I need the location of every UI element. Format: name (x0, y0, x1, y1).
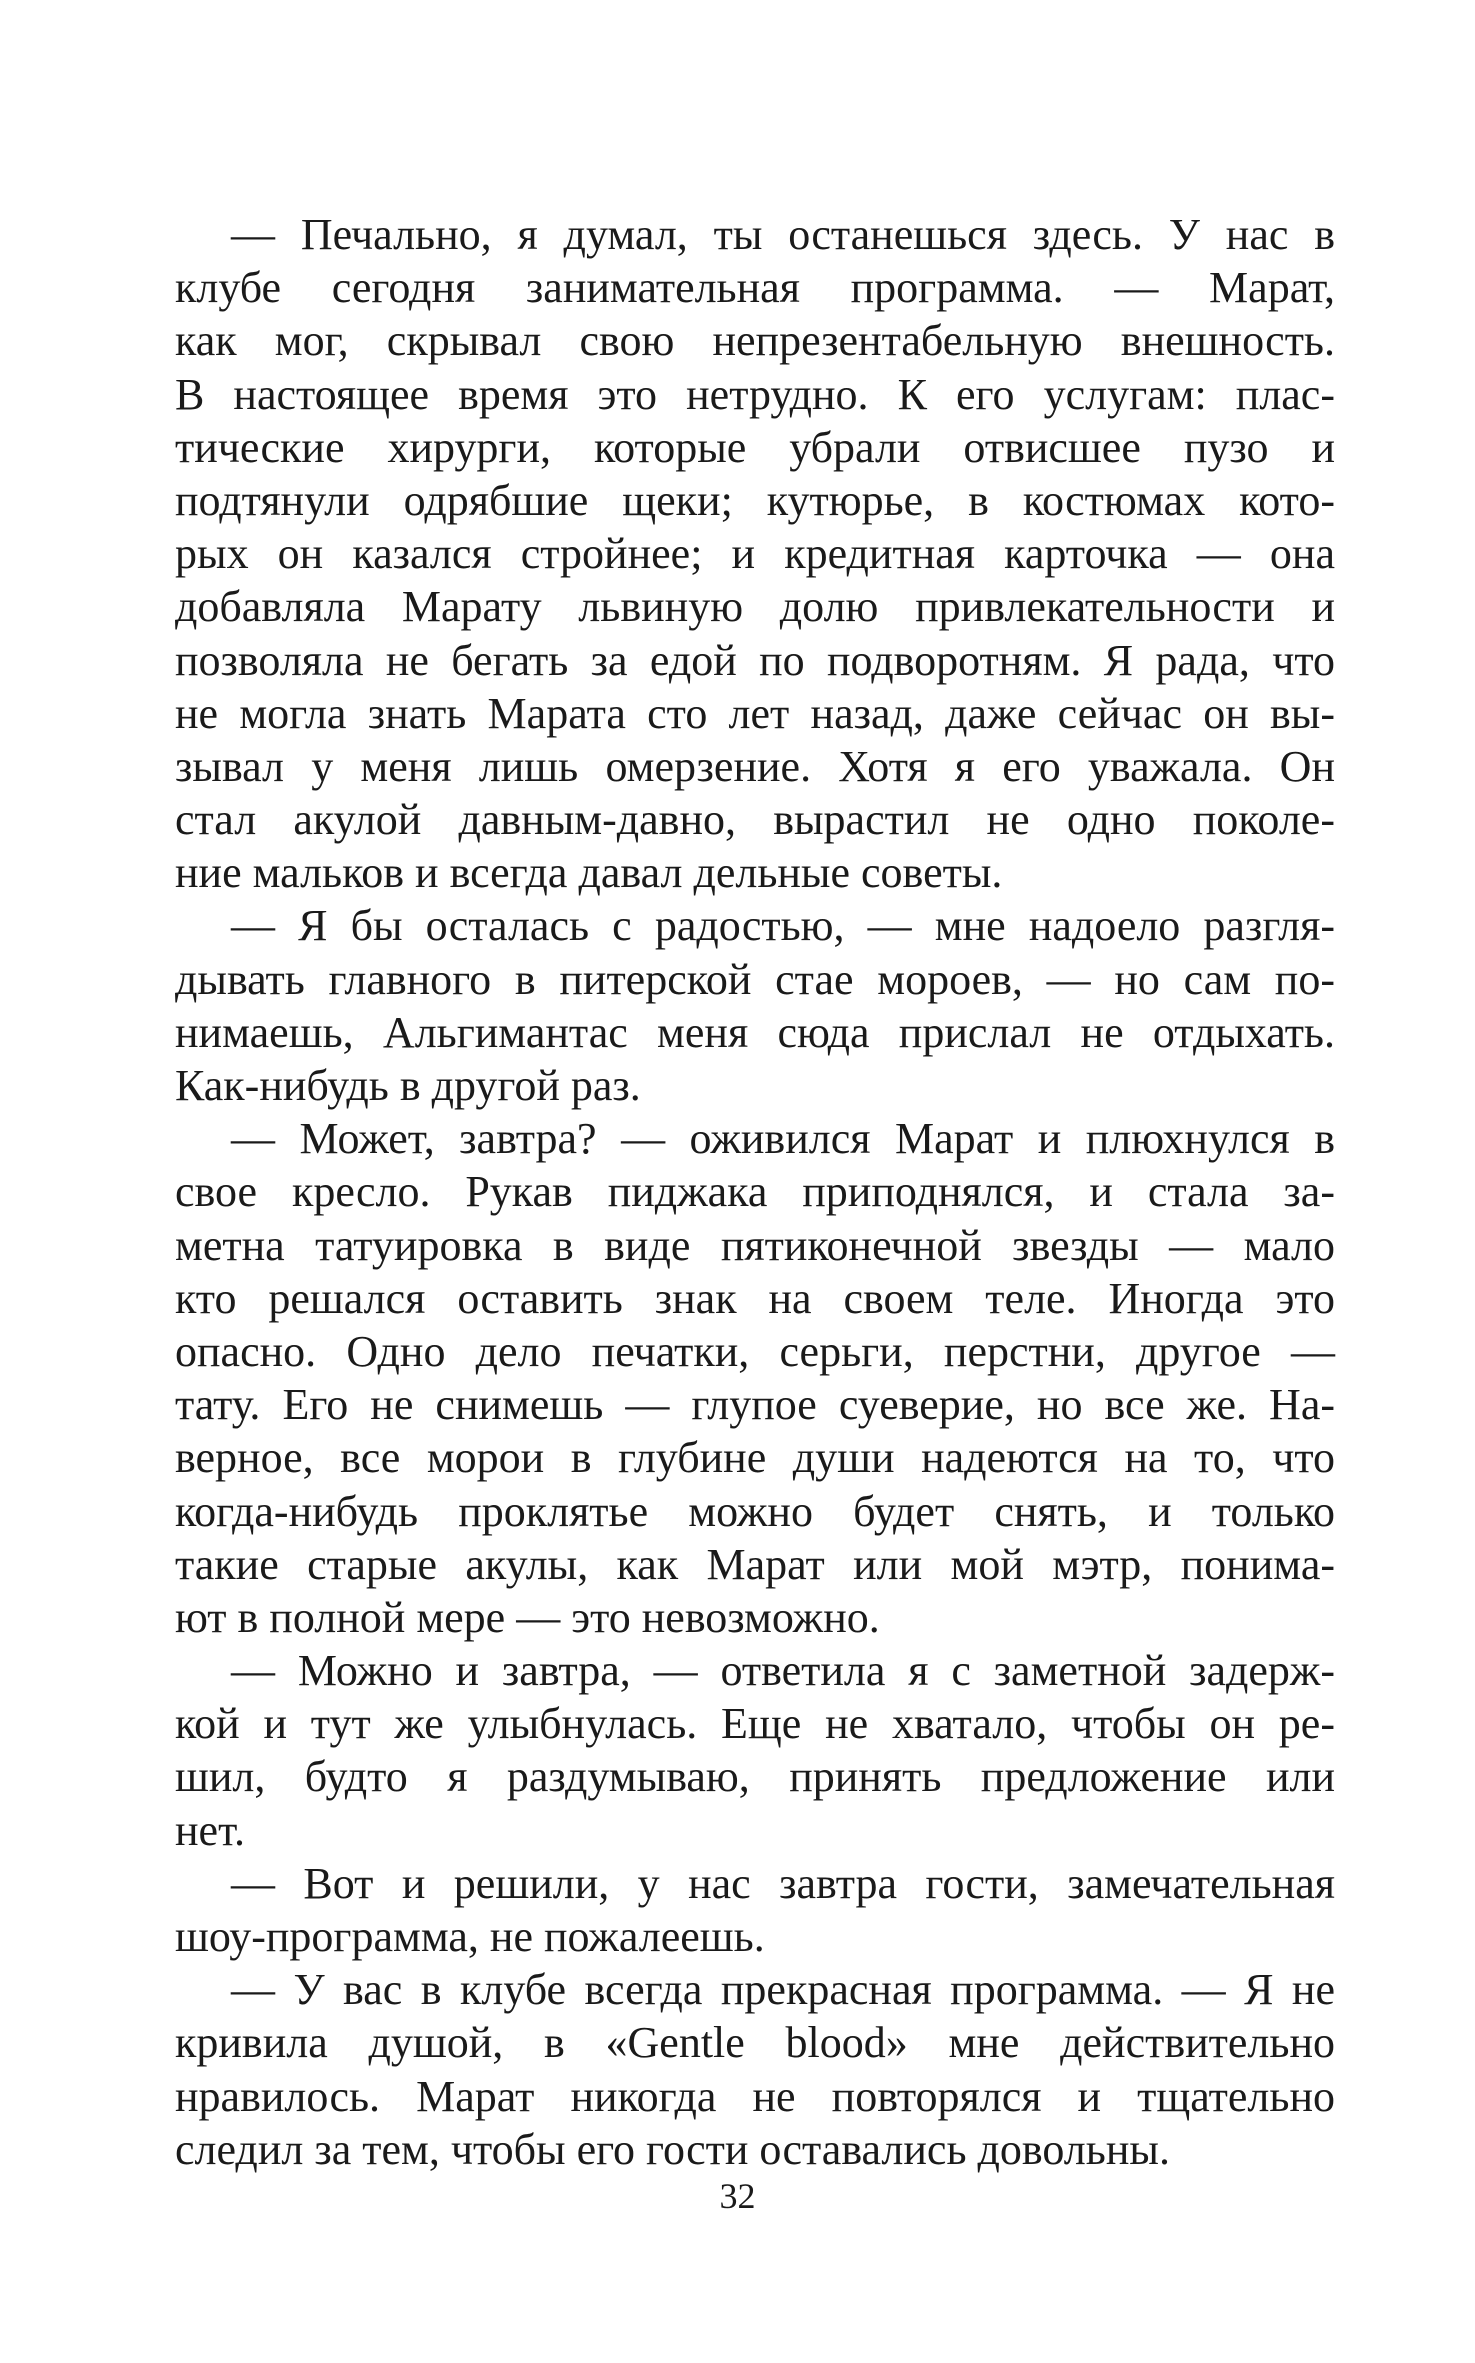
text-line: клубе сегодня занимательная программа. — Марат, (175, 263, 1335, 313)
text-line: стал акулой давным-давно, вырастил не одно поколе- (175, 795, 1335, 845)
text-line: нет. (175, 1805, 245, 1855)
text-line: кто решался оставить знак на своем теле. Иногда это (175, 1273, 1335, 1323)
text-line: — Можно и завтра, — ответила я с заметной задерж- (231, 1646, 1335, 1696)
text-line: кривила душой, в «Gentle blood» мне действительно (175, 2018, 1335, 2068)
text-line: ют в полной мере — это невозможно. (175, 1592, 880, 1642)
text-line: шоу-программа, не пожалеешь. (175, 1912, 765, 1961)
text-line: как мог, скрывал свою непрезентабельную внешность. (175, 316, 1335, 366)
text-line: ние мальков и всегда давал дельные советы. (175, 848, 1003, 898)
text-line: следил за тем, чтобы его гости оставались довольны. (175, 2124, 1170, 2174)
paragraph (175, 208, 1335, 899)
text-line: метна татуировка в виде пятиконечной звезды — мало (175, 1220, 1335, 1270)
text-line: дывать главного в питерской стае мороев, — но сам по- (175, 954, 1335, 1004)
text-line: рых он казался стройнее; и кредитная карточка — она (175, 529, 1335, 579)
text-line: верное, все морои в глубине души надеются на то, что (175, 1433, 1335, 1483)
text-line: такие старые акулы, как Марат или мой мэтр, понима- (175, 1539, 1335, 1589)
text-line: нимаешь, Альгимантас меня сюда прислал не отдыхать. (175, 1007, 1335, 1057)
text-line: не могла знать Марата сто лет назад, даже сейчас он вы- (175, 688, 1335, 738)
text-line: подтянули одрябшие щеки; кутюрье, в костюмах кото- (175, 475, 1335, 525)
text-line: нравилось. Марат никогда не повторялся и тщательно (175, 2071, 1335, 2121)
text-line: — Я бы осталась с радостью, — мне надоело разгля- (231, 901, 1335, 951)
text-line: Как-нибудь в другой раз. (175, 1061, 641, 1110)
text-line: шил, будто я раздумываю, принять предложение или (175, 1752, 1335, 1802)
text-line: свое кресло. Рукав пиджака приподнялся, и стала за- (175, 1167, 1335, 1217)
text-line: — Может, завтра? — оживился Марат и плюхнулся в (231, 1114, 1335, 1164)
text-line: — Печально, я думал, ты останешься здесь. У нас в (231, 210, 1335, 259)
paragraph (175, 1112, 1335, 1644)
text-line: зывал у меня лишь омерзение. Хотя я его уважала. Он (175, 741, 1335, 791)
text-line: В настоящее время это нетрудно. К его услугам: плас- (175, 369, 1335, 419)
body-text (175, 208, 1335, 2176)
paragraph (175, 1857, 1335, 1963)
text-line: — У вас в клубе всегда прекрасная программа. — Я не (231, 1965, 1335, 2015)
text-line: — Вот и решили, у нас завтра гости, замечательная (231, 1858, 1335, 1908)
text-line: опасно. Одно дело печатки, серьги, перстни, другое — (175, 1326, 1335, 1376)
text-line: кой и тут же улыбнулась. Еще не хватало, чтобы он ре- (175, 1699, 1335, 1749)
page-number: 32 (719, 2176, 756, 2216)
paragraph (175, 899, 1335, 1112)
paragraph (175, 1644, 1335, 1857)
text-line: тические хирурги, которые убрали отвисшее пузо и (175, 422, 1335, 472)
paragraph (175, 1963, 1335, 2176)
text-line: тату. Его не снимешь — глупое суеверие, но все же. На- (175, 1380, 1335, 1430)
text-line: добавляла Марату львиную долю привлекательности и (175, 582, 1335, 632)
text-line: позволяла не бегать за едой по подворотням. Я рада, что (175, 635, 1335, 685)
text-line: когда-нибудь проклятье можно будет снять, и только (175, 1486, 1335, 1536)
